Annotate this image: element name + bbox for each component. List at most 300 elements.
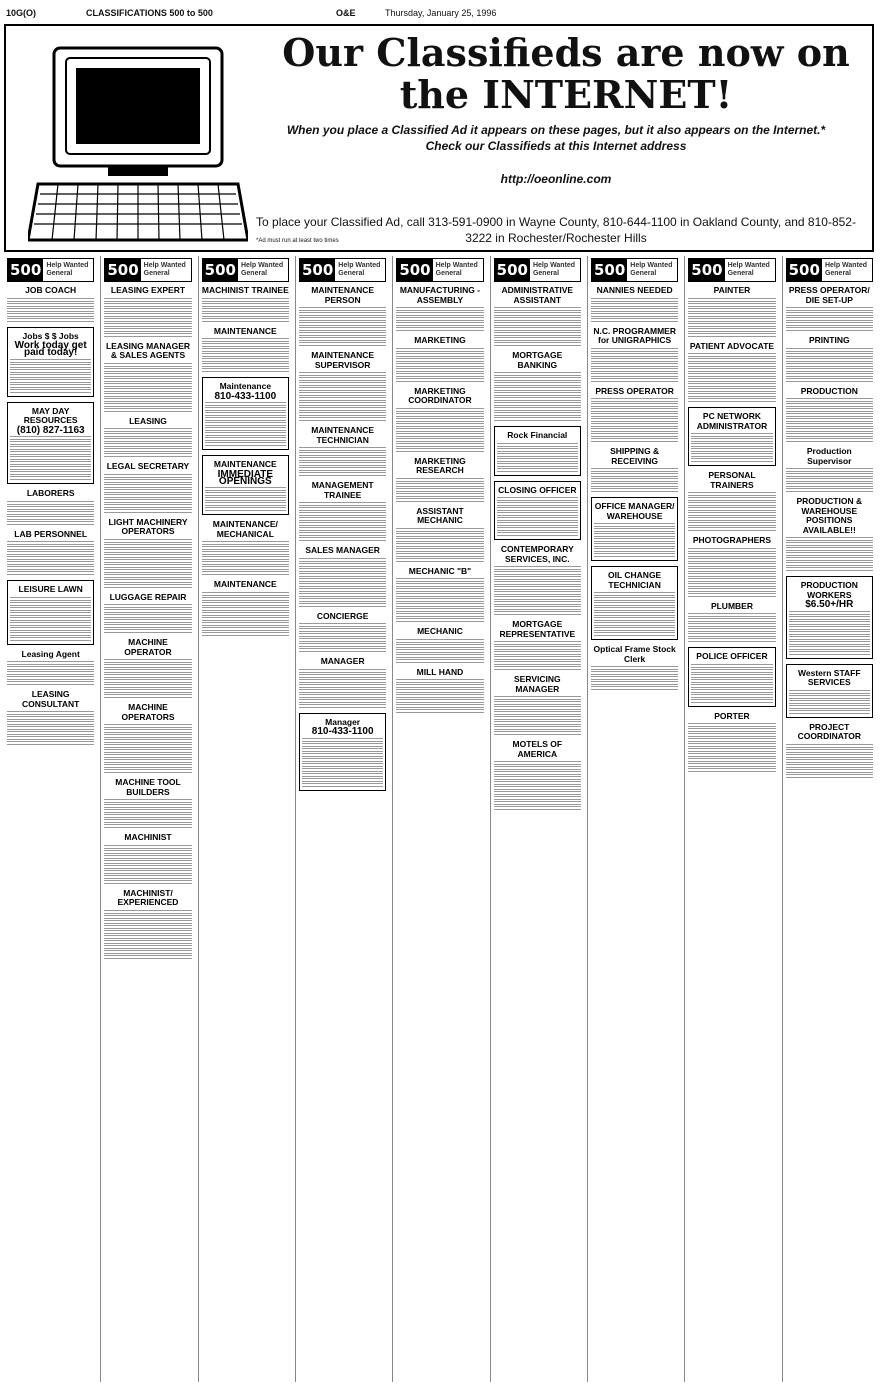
ad-body-text (104, 659, 191, 663)
ad-body-text (104, 734, 191, 738)
ad-body-text (494, 761, 581, 765)
classification-number: 500 (204, 261, 236, 279)
ad-body-text (396, 608, 483, 612)
ad-body-text (691, 433, 772, 437)
ad-heading: LUGGAGE REPAIR (109, 591, 187, 602)
ad-body-text (104, 433, 191, 437)
ad-body-text (10, 597, 91, 601)
ad-body-text (786, 403, 873, 407)
ad-heading: MAINTENANCE PERSON (311, 285, 375, 305)
ad-body-text (688, 628, 775, 632)
ad-body-text (104, 739, 191, 743)
ad-heading: LEASING EXPERT (110, 285, 186, 295)
classification-number: 500 (691, 261, 723, 279)
ad-body-text (299, 563, 386, 567)
classified-ad (786, 286, 873, 331)
ad-body-text (591, 303, 678, 307)
ad-body-text (497, 468, 578, 472)
ad-body-text (396, 528, 483, 532)
ad-body-text (299, 532, 386, 536)
ad-body-text (10, 359, 91, 363)
ad-heading: PRESS OPERATOR (595, 385, 674, 396)
ad-heading: PRODUCTION (800, 385, 858, 396)
ad-body-text (202, 303, 289, 307)
ad-body-text (202, 602, 289, 606)
ad-body-text (786, 358, 873, 362)
ad-body-text (104, 438, 191, 442)
ad-heading: SHIPPING & RECEIVING (610, 446, 660, 466)
classified-ad (396, 668, 483, 714)
ad-body-text (494, 646, 581, 650)
classified-ad (299, 657, 386, 708)
ad-heading: CONCIERGE (316, 610, 369, 621)
ad-body-text (299, 472, 386, 476)
ad-body-text (786, 764, 873, 768)
classified-ad (104, 889, 191, 959)
ad-body-text (104, 313, 191, 317)
ad-body-text (299, 397, 386, 401)
ad-body-text (299, 462, 386, 466)
ad-body-text (202, 368, 289, 372)
ad-body-text (104, 955, 191, 959)
ad-body-text (497, 527, 578, 531)
ad-heading: MECHANIC "B" (408, 565, 472, 576)
ad-highlight: $6.50+/HR (805, 599, 854, 610)
ad-body-text (302, 773, 383, 777)
ad-body-text (396, 644, 483, 648)
ad-body-text (7, 521, 94, 525)
ad-heading: LEASING CONSULTANT (22, 689, 80, 709)
help-wanted-header (104, 258, 191, 282)
ad-body-text (396, 593, 483, 597)
ad-body-text (396, 488, 483, 492)
ad-body-text (104, 804, 191, 808)
ad-body-text (299, 689, 386, 693)
ad-heading: PROJECT COORDINATOR (797, 721, 861, 742)
ad-body-text (494, 801, 581, 805)
banner-url[interactable]: http://oeonline.com (500, 172, 612, 186)
ad-body-text (104, 368, 191, 372)
ad-body-text (691, 664, 772, 668)
ad-body-text (688, 563, 775, 567)
ad-body-text (202, 597, 289, 601)
ad-body-text (396, 548, 483, 552)
ad-body-text (494, 402, 581, 406)
ad-body-text (396, 448, 483, 452)
ad-body-text (396, 654, 483, 658)
ad-heading: OFFICE MANAGER/ WAREHOUSE (594, 501, 675, 521)
ad-body-text (396, 613, 483, 617)
classification-number: 500 (496, 261, 528, 279)
ad-body-text (396, 578, 483, 582)
ad-body-text (104, 318, 191, 322)
ad-body-text (494, 611, 581, 615)
classified-ad (786, 723, 873, 778)
ad-body-text (594, 607, 675, 611)
section-range: CLASSIFICATIONS 500 to 500 (86, 8, 213, 18)
ad-body-text (299, 307, 386, 311)
ad-heading: MANAGER (320, 656, 365, 666)
classified-ad (202, 455, 289, 515)
classified-ad (202, 377, 289, 450)
ad-body-text (591, 313, 678, 317)
ad-body-text (591, 358, 678, 362)
ad-body-text (299, 457, 386, 461)
ad-body-text (299, 452, 386, 456)
place-ad-phones: To place your Classified Ad, call 313-591-0900 in Wayne County, 810-644-1100 in Oakland County, and 810-852-3222 in Rochester/Rochester Hills (256, 215, 856, 245)
ad-body-text (104, 448, 191, 452)
classified-ad (7, 690, 94, 745)
ad-heading: PAINTER (713, 285, 751, 295)
help-wanted-header (786, 258, 873, 282)
ad-heading: PRESS OPERATOR/ DIE SET-UP (788, 285, 870, 305)
ad-heading: MANAGEMENT TRAINEE (311, 480, 374, 500)
ad-body-text (688, 527, 775, 531)
ad-body-text (104, 920, 191, 924)
ad-body-text (688, 333, 775, 337)
classified-ad (104, 638, 191, 698)
ad-body-text (7, 561, 94, 565)
ad-body-text (497, 517, 578, 521)
ad-body-text (591, 681, 678, 685)
ad-body-text (104, 619, 191, 623)
classified-ad (104, 286, 191, 337)
ad-body-text (104, 474, 191, 478)
classification-number: 500 (301, 261, 334, 279)
ad-body-text (202, 358, 289, 362)
classified-ad (299, 481, 386, 541)
ad-body-text (494, 711, 581, 715)
classified-ad (688, 647, 775, 707)
ad-body-text (396, 618, 483, 622)
ad-body-text (396, 533, 483, 537)
ad-body-text (104, 819, 191, 823)
ad-body-text (688, 512, 775, 516)
ad-body-text (494, 332, 581, 336)
classified-ad (591, 286, 678, 322)
classified-ad (786, 387, 873, 443)
ad-body-text (10, 466, 91, 470)
classified-ad (786, 664, 873, 718)
ad-body-text (396, 493, 483, 497)
ad-body-text (494, 372, 581, 376)
ad-body-text (299, 568, 386, 572)
ad-body-text (789, 626, 870, 630)
ad-body-text (396, 378, 483, 382)
classification-label: Help Wanted General (240, 262, 284, 277)
ad-body-text (299, 684, 386, 688)
ad-body-text (202, 318, 289, 322)
ad-heading: MILL HAND (416, 666, 464, 677)
classification-label: Help Wanted General (46, 262, 89, 277)
ad-body-text (299, 417, 386, 421)
classified-ad (494, 351, 581, 421)
ad-body-text (202, 546, 289, 550)
ad-body-text (396, 684, 483, 688)
help-wanted-header (591, 258, 678, 282)
ad-body-text (202, 541, 289, 545)
ad-body-text (104, 910, 191, 914)
ad-body-text (104, 403, 191, 407)
ad-body-text (688, 373, 775, 377)
ad-body-text (10, 612, 91, 616)
ad-body-text (591, 408, 678, 412)
ad-body-text (104, 509, 191, 513)
ad-body-text (104, 333, 191, 337)
ad-heading: Maintenance (219, 381, 272, 391)
ad-heading: PLUMBER (710, 600, 753, 611)
ad-body-text (205, 502, 286, 506)
ad-body-text (786, 378, 873, 382)
ad-heading: MACHINIST (124, 832, 172, 842)
ad-body-text (10, 379, 91, 383)
classified-ad (688, 342, 775, 403)
ad-body-text (302, 743, 383, 747)
ad-heading: PC NETWORK ADMINISTRATOR (696, 411, 768, 431)
classified-ad (7, 402, 94, 485)
ad-heading: Western STAFF SERVICES (798, 667, 861, 688)
ad-heading: MACHINE OPERATOR (124, 637, 172, 657)
ad-body-text (786, 418, 873, 422)
ad-highlight: Work today get paid today! (14, 340, 87, 358)
ad-body-text (104, 769, 191, 773)
ad-body-text (789, 646, 870, 650)
ad-heading: LIGHT MACHINERY OPERATORS (108, 516, 188, 536)
ad-body-text (786, 567, 873, 571)
column-5 (392, 256, 486, 1382)
ad-body-text (202, 566, 289, 570)
ad-body-text (104, 544, 191, 548)
ad-body-text (688, 583, 775, 587)
ad-body-text (688, 318, 775, 322)
ad-body-text (104, 684, 191, 688)
ad-body-text (789, 641, 870, 645)
ad-body-text (786, 749, 873, 753)
ad-body-text (591, 478, 678, 482)
ad-heading: LEGAL SECRETARY (106, 461, 190, 471)
ad-body-text (396, 639, 483, 643)
ad-body-text (789, 690, 870, 694)
ad-body-text (494, 696, 581, 700)
ad-body-text (688, 633, 775, 637)
ad-body-text (396, 598, 483, 602)
ad-body-text (688, 383, 775, 387)
ad-body-text (688, 578, 775, 582)
ad-body-text (104, 865, 191, 869)
ad-body-text (7, 676, 94, 680)
ad-body-text (104, 428, 191, 432)
ad-body-text (594, 632, 675, 636)
ad-body-text (7, 516, 94, 520)
ad-body-text (299, 312, 386, 316)
ad-body-text (104, 479, 191, 483)
ad-body-text (396, 428, 483, 432)
ad-body-text (494, 392, 581, 396)
ad-heading: MACHINIST TRAINEE (201, 285, 289, 295)
classified-ad (494, 740, 581, 810)
ad-body-text (299, 382, 386, 386)
ad-body-text (10, 389, 91, 393)
ad-body-text (104, 744, 191, 748)
ad-body-text (396, 694, 483, 698)
classified-ad (104, 833, 191, 884)
ad-body-text (396, 603, 483, 607)
ad-body-text (7, 318, 94, 322)
ad-body-text (688, 328, 775, 332)
ad-heading: MAINTENANCE (213, 325, 277, 336)
ad-body-text (396, 704, 483, 708)
classified-ad (104, 462, 191, 513)
ad-body-text (591, 348, 678, 352)
classification-label: Help Wanted General (143, 262, 186, 277)
help-wanted-header (688, 258, 775, 282)
ad-body-text (104, 754, 191, 758)
ad-body-text (7, 566, 94, 570)
ad-body-text (786, 438, 873, 442)
ad-body-text (494, 397, 581, 401)
ad-body-text (786, 552, 873, 556)
ad-body-text (202, 622, 289, 626)
ad-body-text (691, 443, 772, 447)
computer-illustration (28, 44, 248, 244)
ad-body-text (786, 327, 873, 331)
ad-body-text (494, 781, 581, 785)
ad-body-text (594, 538, 675, 542)
ad-body-text (7, 741, 94, 745)
ad-heading: MARKETING RESEARCH (414, 455, 466, 475)
ad-body-text (494, 327, 581, 331)
ad-body-text (104, 814, 191, 818)
ad-body-text (789, 631, 870, 635)
ad-body-text (591, 298, 678, 302)
classified-ad (688, 536, 775, 597)
ad-body-text (688, 378, 775, 382)
ad-body-text (104, 824, 191, 828)
ad-body-text (396, 659, 483, 663)
ad-body-text (786, 423, 873, 427)
ad-body-text (688, 363, 775, 367)
ad-body-text (688, 588, 775, 592)
ad-body-text (396, 679, 483, 683)
ad-body-text (10, 441, 91, 445)
ad-body-text (10, 451, 91, 455)
ad-body-text (202, 308, 289, 312)
ad-body-text (299, 342, 386, 346)
classified-ad (786, 336, 873, 382)
ad-body-text (202, 343, 289, 347)
ad-body-text (299, 527, 386, 531)
ad-body-text (104, 664, 191, 668)
ad-body-text (688, 573, 775, 577)
classified-ad (7, 286, 94, 322)
ad-body-text (7, 731, 94, 735)
classified-ad (299, 426, 386, 476)
ad-body-text (688, 502, 775, 506)
ad-body-text (299, 377, 386, 381)
ad-body-text (396, 538, 483, 542)
help-wanted-header (396, 258, 483, 282)
ad-body-text (396, 443, 483, 447)
ad-body-text (7, 303, 94, 307)
ad-body-text (688, 553, 775, 557)
ad-body-text (299, 337, 386, 341)
ad-body-text (202, 313, 289, 317)
ad-body-text (494, 706, 581, 710)
ad-body-text (205, 487, 286, 491)
ad-body-text (594, 533, 675, 537)
ad-body-text (494, 606, 581, 610)
ad-body-text (7, 681, 94, 685)
ad-body-text (299, 407, 386, 411)
ad-body-text (497, 463, 578, 467)
ad-body-text (594, 548, 675, 552)
ad-body-text (202, 561, 289, 565)
ad-body-text (202, 556, 289, 560)
ad-body-text (299, 392, 386, 396)
ad-body-text (494, 566, 581, 570)
ad-body-text (786, 373, 873, 377)
ad-body-text (104, 373, 191, 377)
ad-heading: JOB COACH (25, 285, 77, 295)
column-7 (587, 256, 681, 1382)
ad-body-text (789, 616, 870, 620)
ad-body-text (104, 393, 191, 397)
ad-body-text (494, 586, 581, 590)
ad-body-text (688, 748, 775, 752)
ad-heading: PORTER (714, 710, 750, 721)
ad-body-text (7, 298, 94, 302)
ad-body-text (688, 393, 775, 397)
ad-body-text (494, 776, 581, 780)
ad-body-text (396, 649, 483, 653)
ad-body-text (497, 507, 578, 511)
ad-body-text (591, 403, 678, 407)
ad-body-text (396, 709, 483, 713)
ad-body-text (10, 369, 91, 373)
ad-body-text (396, 583, 483, 587)
ad-body-text (104, 453, 191, 457)
classified-ad (7, 530, 94, 576)
ad-body-text (494, 656, 581, 660)
classified-ad (591, 566, 678, 640)
classified-ad (591, 497, 678, 561)
classification-label: Help Wanted General (435, 262, 478, 277)
ad-body-text (591, 428, 678, 432)
ad-body-text (7, 726, 94, 730)
ad-heading: LABORERS (26, 488, 75, 499)
ad-body-text (396, 368, 483, 372)
ad-body-text (688, 638, 775, 642)
ad-body-text (688, 298, 775, 302)
ad-body-text (494, 417, 581, 421)
classified-ad (299, 713, 386, 791)
banner-footnote: *Ad must run at least two times (256, 238, 339, 244)
ad-body-text (494, 701, 581, 705)
ad-body-text (299, 387, 386, 391)
ad-body-text (786, 562, 873, 566)
ad-body-text (494, 641, 581, 645)
ad-body-text (786, 759, 873, 763)
ad-highlight: 810-433-1100 (311, 726, 374, 737)
ad-body-text (691, 453, 772, 457)
ad-body-text (786, 363, 873, 367)
ad-body-text (299, 603, 386, 607)
ad-body-text (786, 307, 873, 311)
ad-heading: SALES MANAGER (305, 545, 380, 555)
ad-body-text (104, 388, 191, 392)
ad-body-text (202, 363, 289, 367)
ad-body-text (205, 492, 286, 496)
